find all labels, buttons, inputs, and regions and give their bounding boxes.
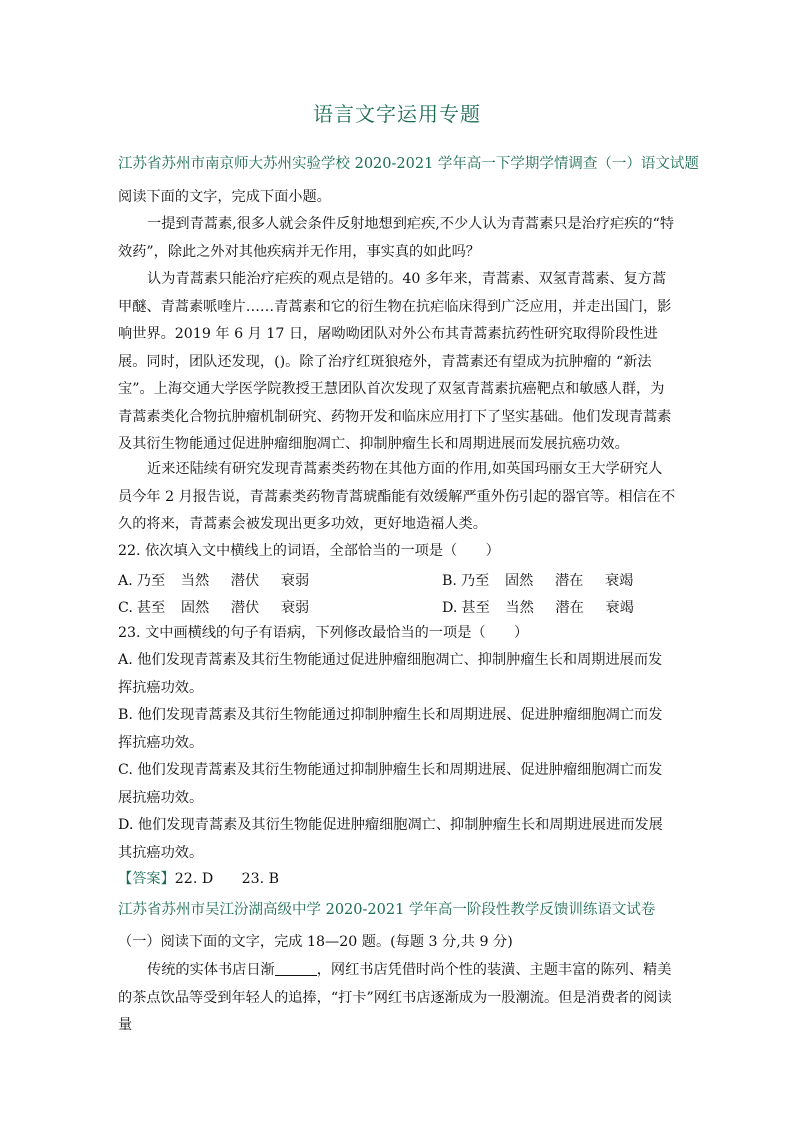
option-word: 甚至	[461, 600, 490, 616]
answer-line	[118, 866, 676, 894]
option-label: C.	[118, 600, 133, 616]
option-label: D.	[442, 600, 458, 616]
q22-option-c	[118, 597, 309, 617]
page-title: 语言文字运用专题	[313, 102, 481, 126]
option-word: 潜在	[555, 600, 584, 616]
option-word: 固然	[180, 600, 210, 616]
para-text-start: 传统的实体书店日渐	[147, 962, 275, 978]
fill-blank	[275, 961, 317, 976]
section1-intro: 阅读下面的文字，完成下面小题。	[118, 189, 331, 205]
option-label: B.	[442, 573, 457, 589]
option-word: 衰弱	[280, 573, 310, 589]
option-word: 甚至	[136, 600, 166, 616]
option-word: 衰竭	[605, 600, 634, 616]
option-word: 乃至	[136, 573, 166, 589]
section2-intro: （一）阅读下面的文字，完成 18—20 题。(每题 3 分,共 9 分)	[118, 934, 513, 950]
option-word: 当然	[180, 573, 210, 589]
section1-heading: 江苏省苏州市南京师大苏州实验学校 2020-2021 学年高一下学期学情调查（一）语文试题	[118, 156, 699, 172]
q23-option-c: C. 他们发现青蒿素及其衍生物能通过抑制肿瘤生长和周期进展、促进肿瘤细胞凋亡而发展抗癌功效。	[118, 762, 663, 806]
option-word: 潜伏	[230, 573, 260, 589]
section1-para2: 认为青蒿素只能治疗疟疾的观点是错的。40 多年来，青蒿素、双氢青蒿素、复方蒿甲醚、青蒿素哌喹片……青蒿素和它的衍生物在抗疟临床得到广泛应用，并走出国门，影响世界。2019 年 6 月 17 日，屠呦呦团队对外公布其青蒿素抗药性研究取得阶段性进展。同时，团队还发现，()。除了治疗红斑狼疮外，青蒿素还有望成为抗肿瘤的 “新法宝”。上海交通大学医学院教授王慧团队首次发现了双氢青蒿素抗癌靶点和敏感人群，为青蒿素类化合物抗肿瘤机制研究、药物开发和临床应用打下了坚实基础。他们发现青蒿素及其衍生物能通过促进肿瘤细胞凋亡、抑制肿瘤生长和周期进展而发展抗癌功效。	[118, 271, 672, 452]
option-word: 潜在	[554, 573, 584, 589]
para-text-rest: ，网红书店凭借时尚个性的装潢、主题丰富的陈列、精美的茶点饮品等受到年轻人的追捧，“打卡”网红书店逐渐成为一股潮流。但是消费者的阅读量	[118, 962, 672, 1033]
q23-option-d: D. 他们发现青蒿素及其衍生物能促进肿瘤细胞凋亡、抑制肿瘤生长和周期进展进而发展其抗癌功效。	[118, 817, 663, 861]
q23-stem: 23. 文中画横线的句子有语病，下列修改最恰当的一项是（ ）	[118, 625, 529, 641]
section2-heading: 江苏省苏州市吴江汾湖高级中学 2020-2021 学年高一阶段性教学反馈训练语文试卷	[118, 902, 656, 918]
option-word: 衰弱	[280, 600, 310, 616]
option-word: 固然	[504, 573, 534, 589]
option-word: 当然	[505, 600, 534, 616]
q22-option-a	[118, 570, 309, 590]
option-word: 衰竭	[604, 573, 634, 589]
section1-para3: 近来还陆续有研究发现青蒿素类药物在其他方面的作用,如英国玛丽女王大学研究人员今年 2 月报告说，青蒿素类药物青蒿琥酯能有效缓解严重外伤引起的器官等。相信在不久的将来，青蒿素会被发现出更多功效，更好地造福人类。	[118, 461, 676, 532]
option-label: A.	[118, 573, 133, 589]
q22-option-d	[442, 597, 634, 617]
answer-text: 22. D 23. B	[174, 871, 280, 887]
q23-option-b: B. 他们发现青蒿素及其衍生物能通过抑制肿瘤生长和周期进展、促进肿瘤细胞凋亡而发挥抗癌功效。	[118, 707, 663, 751]
section2-para1	[118, 957, 676, 1040]
answer-tag: 【答案】	[118, 871, 175, 887]
section1-para1: 一提到青蒿素,很多人就会条件反射地想到疟疾,不少人认为青蒿素只是治疗疟疾的“特效药”，除此之外对其他疾病并无作用，事实真的如此吗？	[118, 216, 675, 260]
option-word: 乃至	[460, 573, 490, 589]
q23-option-a: A. 他们发现青蒿素及其衍生物能通过促进肿瘤细胞凋亡、抑制肿瘤生长和周期进展而发挥抗癌功效。	[118, 652, 663, 696]
q22-option-b	[442, 570, 633, 590]
q22-stem: 22. 依次填入文中横线上的词语，全部恰当的一项是（ ）	[118, 543, 500, 559]
option-word: 潜伏	[230, 600, 260, 616]
